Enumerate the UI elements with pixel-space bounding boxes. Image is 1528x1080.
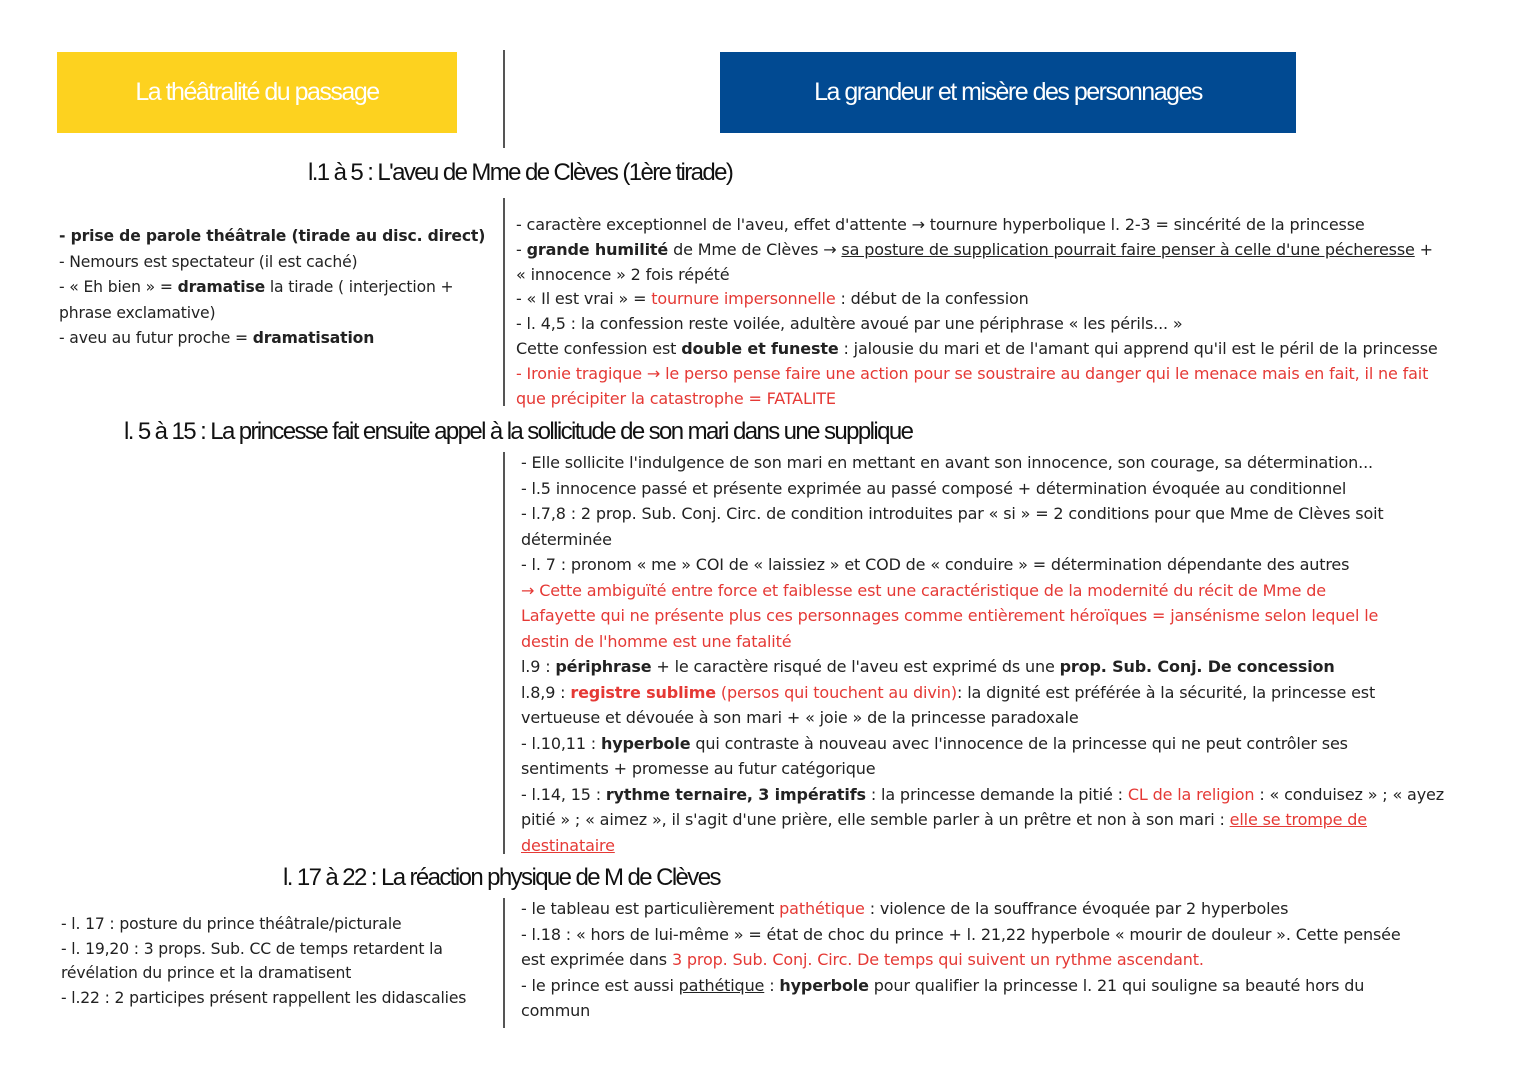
section-3-right-notes [521, 896, 1481, 1024]
bold-text: rythme ternaire, 3 impératifs [605, 784, 866, 804]
bold-text: - prise de parole théâtrale (tirade au disc. direct) [59, 227, 486, 245]
section-title-2: l. 5 à 15 : La princesse fait ensuite appel à la sollicitude de son mari dans une supplique [124, 418, 913, 445]
note-line [521, 654, 1481, 680]
text: : la dignité est préférée à la sécurité, la princesse est [957, 682, 1376, 702]
bold-text: hyperbole [600, 733, 691, 753]
text: - « Il est vrai » = [516, 289, 652, 309]
note-line: - l.5 innocence passé et présente exprimée au passé composé + détermination évoquée au conditionnel [521, 478, 1347, 498]
note-line: sentiments + promesse au futur catégorique [521, 759, 876, 778]
text: - le prince est aussi [521, 975, 679, 995]
note-line: - caractère exceptionnel de l'aveu, effet d'attente → tournure hyperbolique l. 2-3 = sincérité de la princesse [516, 215, 1365, 234]
red-underlined-text: elle se trompe de [1229, 810, 1367, 829]
text: : début de la confession [835, 289, 1029, 309]
note-line: - l. 7 : pronom « me » COI de « laissiez » et COD de « conduire » = détermination dépendante des autres [521, 555, 1350, 574]
note-line: - Nemours est spectateur (il est caché) [59, 252, 358, 271]
column-divider-2 [503, 198, 505, 406]
note-line: vertueuse et dévouée à son mari + « joie » de la princesse paradoxale [521, 708, 1079, 727]
note-line [59, 275, 495, 301]
red-text: tournure impersonnelle [651, 289, 836, 309]
note-line: - l.22 : 2 participes présent rappellent les didascalies [61, 988, 467, 1007]
bold-text: double et funeste [681, 338, 839, 358]
note-line: - l. 19,20 : 3 props. Sub. CC de temps retardent la [61, 939, 443, 958]
section-2-right-notes [521, 450, 1481, 858]
note-line [516, 337, 1476, 362]
note-line: - Ironie tragique → le perso pense faire une action pour se soustraire au danger qui le menace mais en fait, il ne fait [516, 363, 1429, 383]
section-1-right-notes [516, 213, 1476, 411]
text: - aveu au futur proche = [59, 329, 253, 347]
column-divider-1 [503, 50, 505, 148]
text: - l.10,11 : [521, 733, 601, 753]
text: - « Eh bien » = [59, 278, 178, 296]
note-line [59, 224, 495, 250]
header-grandeur-label: La grandeur et misère des personnages [814, 78, 1202, 106]
text: + le caractère risqué de l'aveu est exprimé ds une [651, 657, 1060, 676]
bold-text: hyperbole [779, 975, 869, 995]
note-line [521, 731, 1481, 757]
text: pour qualifier la princesse l. 21 qui souligne sa beauté hors du [868, 975, 1365, 995]
note-line [521, 947, 1481, 973]
note-line: - l.18 : « hors de lui-même » = état de choc du prince + l. 21,22 hyperbole « mourir de douleur ». Cette pensée [521, 924, 1401, 944]
text: - l.14, 15 : [521, 784, 606, 804]
text: la tirade ( interjection + [265, 278, 454, 296]
underlined-text: pathétique [678, 975, 765, 995]
column-divider-3 [503, 452, 505, 854]
note-line: → Cette ambiguïté entre force et faiblesse est une caractéristique de la modernité du récit de Mme de [521, 580, 1326, 600]
note-line: commun [521, 1001, 591, 1020]
red-text: CL de la religion [1127, 784, 1255, 804]
note-line [59, 326, 495, 352]
note-line: - l. 17 : posture du prince théâtrale/picturale [61, 915, 402, 933]
column-divider-4 [503, 898, 505, 1028]
text: : violence de la souffrance évoquée par 2 hyperboles [864, 899, 1289, 918]
red-bold-text: registre sublime [570, 682, 716, 702]
text: : [764, 975, 780, 995]
note-line: que précipiter la catastrophe = FATALITE [516, 388, 836, 408]
note-line: Lafayette qui ne présente plus ces personnages comme entièrement héroïques = jansénisme selon lequel le [521, 606, 1379, 625]
header-grandeur [720, 52, 1296, 133]
bold-text: périphrase [555, 657, 652, 676]
text: l.9 : [521, 657, 556, 676]
bold-text: prop. Sub. Conj. De concession [1059, 657, 1335, 676]
bold-text: dramatisation [252, 329, 375, 347]
note-line: - Elle sollicite l'indulgence de son mari en mettant en avant son innocence, son courage, sa détermination... [521, 453, 1373, 472]
text: est exprimée dans [521, 950, 672, 969]
note-line: « innocence » 2 fois répété [516, 264, 730, 284]
red-text: pathétique [779, 899, 865, 918]
text: - le tableau est particulièrement [521, 899, 780, 918]
note-line [521, 896, 1481, 922]
section-3-left-notes [61, 912, 497, 1010]
text: + [1414, 239, 1433, 259]
note-line [521, 973, 1481, 999]
text: : jalousie du mari et de l'amant qui apprend qu'il est le péril de la princesse [838, 338, 1438, 358]
note-line: destinataire [521, 835, 615, 855]
note-line: révélation du prince et la dramatisent [61, 964, 352, 983]
section-title-1: l.1 à 5 : L'aveu de Mme de Clèves (1ère tirade) [308, 159, 733, 186]
text: pitié » ; « aimez », il s'agit d'une prière, elle semble parler à un prêtre et non à son mari : [521, 810, 1230, 829]
header-theatralite [57, 52, 457, 133]
note-line: déterminée [521, 529, 612, 549]
text: - [516, 239, 527, 259]
note-line: - l. 4,5 : la confession reste voilée, adultère avoué par une périphrase « les périls... » [516, 314, 1183, 334]
text: de Mme de Clèves → [668, 239, 842, 259]
text: : « conduisez » ; « ayez [1254, 784, 1444, 804]
text: : la princesse demande la pitié : [865, 784, 1128, 804]
underlined-text: sa posture de supplication pourrait faire penser à celle d'une pécheresse [841, 239, 1415, 259]
note-line [516, 238, 1476, 263]
section-1-left-notes [59, 224, 495, 352]
note-line [521, 807, 1481, 833]
text: Cette confession est [516, 338, 682, 358]
bold-text: dramatise [177, 278, 266, 296]
bold-text: grande humilité [526, 239, 669, 259]
section-title-3: l. 17 à 22 : La réaction physique de M de Clèves [283, 864, 720, 891]
note-line [521, 782, 1481, 808]
red-text: 3 prop. Sub. Conj. Circ. De temps qui suivent un rythme ascendant. [671, 950, 1204, 969]
note-line [516, 287, 1476, 312]
note-line [521, 680, 1481, 706]
red-text: (persos qui touchent au divin) [715, 682, 958, 702]
text: qui contraste à nouveau avec l'innocence de la princesse qui ne peut contrôler ses [690, 733, 1348, 753]
header-theatralite-label: La théâtralité du passage [135, 78, 379, 106]
text: l.8,9 : [521, 682, 571, 702]
note-line: - l.7,8 : 2 prop. Sub. Conj. Circ. de condition introduites par « si » = 2 conditions pour que Mme de Clèves soit [521, 504, 1384, 523]
note-line: phrase exclamative) [59, 303, 216, 322]
note-line: destin de l'homme est une fatalité [521, 631, 792, 651]
